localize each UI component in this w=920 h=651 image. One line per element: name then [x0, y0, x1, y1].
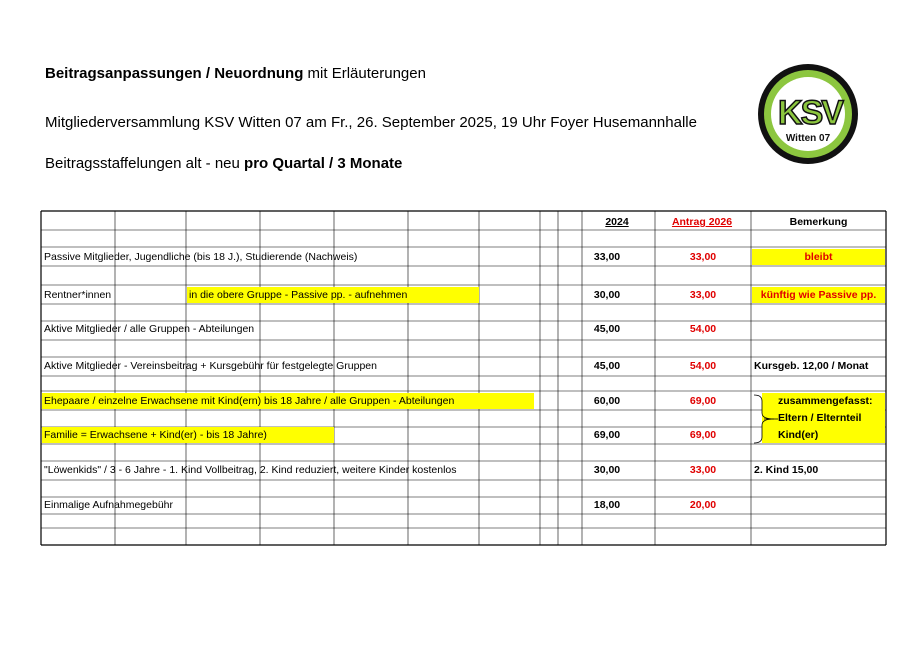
- value-2026: 33,00: [689, 251, 717, 263]
- remark: zusammengefasst:: [778, 395, 873, 407]
- remark: künftig wie Passive pp.: [760, 289, 877, 301]
- row-label: Aktive Mitglieder / alle Gruppen - Abteilungen: [44, 323, 255, 335]
- svg-text:KSV: KSV: [778, 94, 842, 132]
- col-header-2024: 2024: [605, 216, 629, 228]
- remark: Kind(er): [778, 429, 819, 441]
- subtitle-rest: Beitragsstaffelungen alt - neu: [45, 155, 245, 172]
- row-label: Familie = Erwachsene + Kind(er) - bis 18 Jahre): [44, 429, 267, 441]
- col-header-antrag: Antrag 2026: [671, 216, 733, 228]
- row-label: "Löwenkids" / 3 - 6 Jahre - 1. Kind Vollbeitrag, 2. Kind reduziert, weitere Kinder kostenlos: [44, 464, 457, 476]
- value-2026: 33,00: [689, 464, 717, 476]
- row-label: Passive Mitglieder, Jugendliche (bis 18 J.), Studierende (Nachweis): [44, 251, 358, 263]
- value-2026: 20,00: [689, 499, 717, 511]
- row-label: Einmalige Aufnahmegebühr: [44, 499, 174, 511]
- value-2026: 33,00: [689, 289, 717, 301]
- value-2024: 18,00: [593, 499, 621, 511]
- value-2024: 60,00: [593, 395, 621, 407]
- remark: bleibt: [804, 251, 833, 263]
- value-2024: 45,00: [593, 323, 621, 335]
- value-2024: 33,00: [593, 251, 621, 263]
- col-header-bemerkung: Bemerkung: [789, 216, 848, 228]
- svg-text:Witten 07: Witten 07: [785, 133, 831, 144]
- value-2026: 54,00: [689, 360, 717, 372]
- title-rest: mit Erläuterungen: [303, 65, 426, 82]
- value-2026: 69,00: [689, 429, 717, 441]
- value-2024: 30,00: [593, 289, 621, 301]
- value-2024: 30,00: [593, 464, 621, 476]
- remark-line2: Eltern / Elternteil: [778, 412, 862, 424]
- row-note: in die obere Gruppe - Passive pp. - aufnehmen: [189, 289, 408, 301]
- row-label: Aktive Mitglieder - Vereinsbeitrag + Kursgebühr für festgelegte Gruppen: [44, 360, 377, 372]
- row-label: Ehepaare / einzelne Erwachsene mit Kind(ern) bis 18 Jahre / alle Gruppen - Abteilungen: [44, 395, 455, 407]
- remark: Kursgeb. 12,00 / Monat: [754, 360, 869, 372]
- value-2026: 69,00: [689, 395, 717, 407]
- remark: 2. Kind 15,00: [754, 464, 819, 476]
- value-2024: 69,00: [593, 429, 621, 441]
- brace-icon: [752, 393, 782, 445]
- meeting-line: Mitgliederversammlung KSV Witten 07 am Fr., 26. September 2025, 19 Uhr Foyer Husemannhalle: [45, 114, 697, 131]
- row-label: Rentner*innen: [44, 289, 112, 301]
- value-2024: 45,00: [593, 360, 621, 372]
- value-2026: 54,00: [689, 323, 717, 335]
- title-bold: Beitragsanpassungen / Neuordnung: [45, 65, 304, 82]
- subtitle-bold: pro Quartal / 3 Monate: [244, 155, 403, 172]
